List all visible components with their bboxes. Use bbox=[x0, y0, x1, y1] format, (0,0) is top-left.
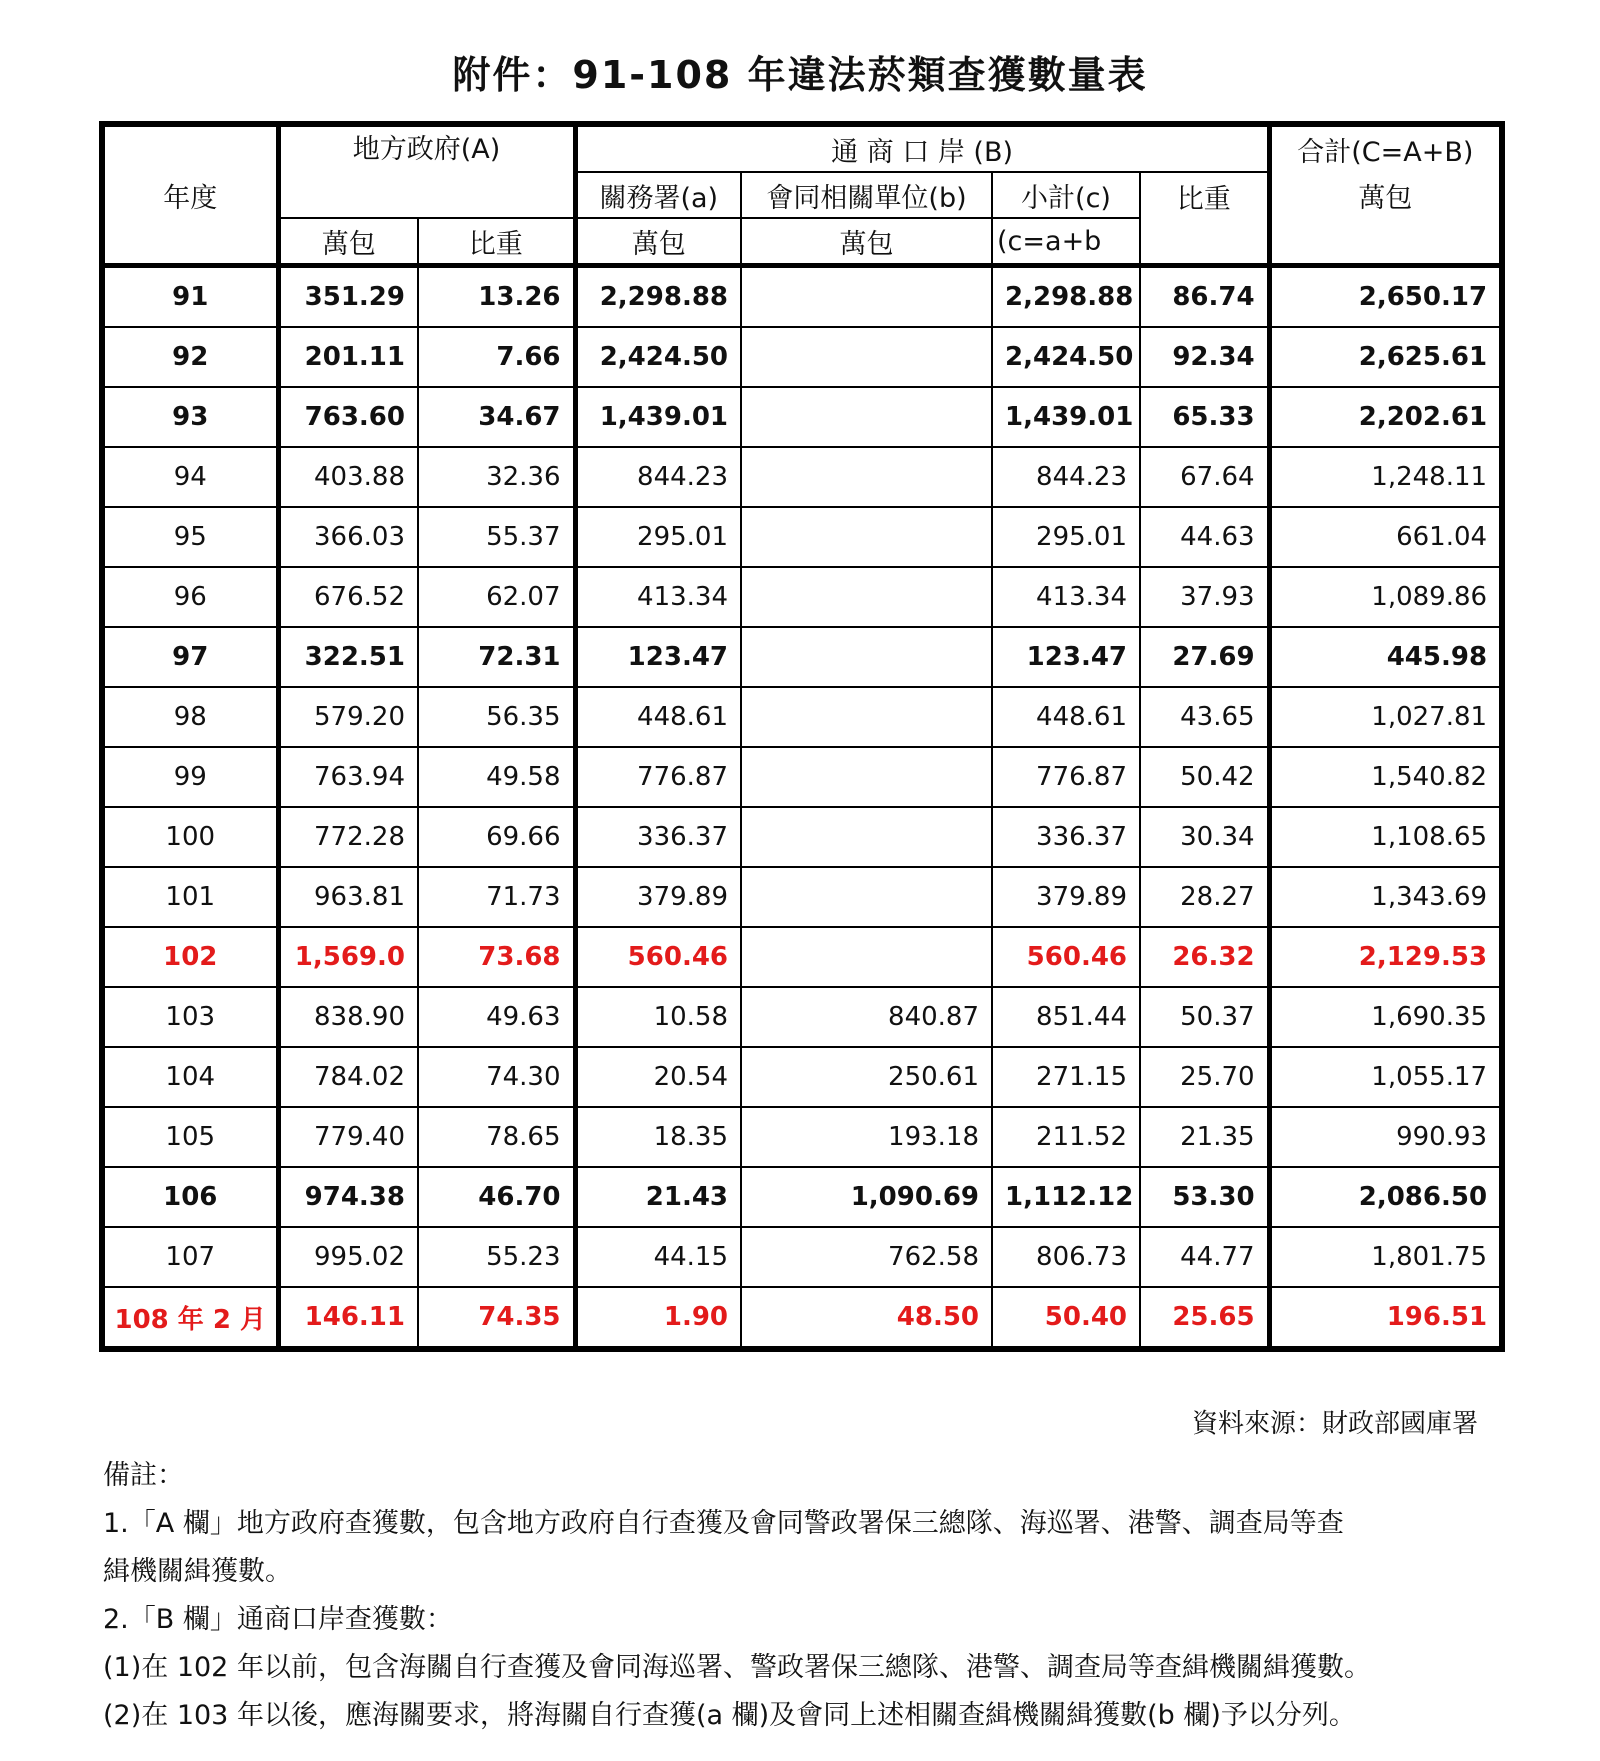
cell-customs-packs: 560.46 bbox=[575, 927, 741, 987]
cell-customs-packs: 10.58 bbox=[575, 987, 741, 1047]
cell-total: 1,248.11 bbox=[1269, 447, 1500, 507]
cell-local-packs: 676.52 bbox=[278, 567, 418, 627]
header-local-government: 地方政府(A) bbox=[278, 126, 575, 172]
cell-joint-packs bbox=[741, 867, 992, 927]
header-customs: 關務署(a) bbox=[575, 172, 741, 218]
cell-port-ratio: 25.70 bbox=[1140, 1047, 1269, 1107]
seizure-table bbox=[103, 125, 1501, 1348]
table-row bbox=[104, 1167, 1500, 1227]
cell-subtotal: 844.23 bbox=[992, 447, 1140, 507]
cell-total: 1,089.86 bbox=[1269, 567, 1500, 627]
cell-local-packs: 779.40 bbox=[278, 1107, 418, 1167]
cell-customs-packs: 336.37 bbox=[575, 807, 741, 867]
cell-port-ratio: 43.65 bbox=[1140, 687, 1269, 747]
cell-customs-packs: 1.90 bbox=[575, 1287, 741, 1347]
cell-port-ratio: 65.33 bbox=[1140, 387, 1269, 447]
cell-local-ratio: 73.68 bbox=[418, 927, 575, 987]
cell-local-ratio: 49.58 bbox=[418, 747, 575, 807]
cell-year: 105 bbox=[104, 1107, 278, 1167]
cell-local-packs: 763.94 bbox=[278, 747, 418, 807]
header-customs-unit: 萬包 bbox=[575, 218, 741, 266]
note-line: (1)在 102 年以前，包含海關自行查獲及會同海巡署、警政署保三總隊、港警、調查局等查緝機關緝獲數。 bbox=[103, 1652, 1371, 1683]
page-title: 附件：91-108 年違法菸類查獲數量表 bbox=[452, 53, 1148, 97]
cell-joint-packs bbox=[741, 266, 992, 328]
header-year: 年度 bbox=[104, 126, 278, 266]
cell-local-ratio: 55.37 bbox=[418, 507, 575, 567]
cell-port-ratio: 37.93 bbox=[1140, 567, 1269, 627]
table-row bbox=[104, 867, 1500, 927]
cell-local-packs: 763.60 bbox=[278, 387, 418, 447]
cell-subtotal: 50.40 bbox=[992, 1287, 1140, 1347]
cell-joint-packs bbox=[741, 567, 992, 627]
cell-subtotal: 211.52 bbox=[992, 1107, 1140, 1167]
cell-local-ratio: 74.30 bbox=[418, 1047, 575, 1107]
cell-total: 1,108.65 bbox=[1269, 807, 1500, 867]
header-joint: 會同相關單位(b) bbox=[741, 172, 992, 218]
cell-year: 108 年 2 月 bbox=[104, 1287, 278, 1347]
cell-year: 93 bbox=[104, 387, 278, 447]
cell-customs-packs: 2,424.50 bbox=[575, 327, 741, 387]
header-subtotal-formula: (c=a+b bbox=[992, 218, 1140, 266]
table-row bbox=[104, 807, 1500, 867]
cell-year: 103 bbox=[104, 987, 278, 1047]
cell-customs-packs: 413.34 bbox=[575, 567, 741, 627]
cell-total: 1,540.82 bbox=[1269, 747, 1500, 807]
cell-total: 990.93 bbox=[1269, 1107, 1500, 1167]
cell-year: 106 bbox=[104, 1167, 278, 1227]
cell-local-ratio: 71.73 bbox=[418, 867, 575, 927]
cell-joint-packs bbox=[741, 507, 992, 567]
header-total: 合計(C=A+B) bbox=[1269, 126, 1500, 172]
cell-joint-packs bbox=[741, 807, 992, 867]
cell-joint-packs: 1,090.69 bbox=[741, 1167, 992, 1227]
cell-local-packs: 995.02 bbox=[278, 1227, 418, 1287]
cell-local-ratio: 69.66 bbox=[418, 807, 575, 867]
cell-port-ratio: 30.34 bbox=[1140, 807, 1269, 867]
cell-total: 2,086.50 bbox=[1269, 1167, 1500, 1227]
cell-customs-packs: 776.87 bbox=[575, 747, 741, 807]
cell-customs-packs: 1,439.01 bbox=[575, 387, 741, 447]
cell-customs-packs: 20.54 bbox=[575, 1047, 741, 1107]
header-local-spacer bbox=[278, 172, 575, 218]
cell-joint-packs: 840.87 bbox=[741, 987, 992, 1047]
cell-local-packs: 838.90 bbox=[278, 987, 418, 1047]
cell-port-ratio: 27.69 bbox=[1140, 627, 1269, 687]
cell-port-ratio: 44.63 bbox=[1140, 507, 1269, 567]
cell-subtotal: 851.44 bbox=[992, 987, 1140, 1047]
table-row bbox=[104, 266, 1500, 328]
cell-customs-packs: 44.15 bbox=[575, 1227, 741, 1287]
cell-local-packs: 772.28 bbox=[278, 807, 418, 867]
cell-port-ratio: 50.37 bbox=[1140, 987, 1269, 1047]
table-row bbox=[104, 1047, 1500, 1107]
table-row bbox=[104, 387, 1500, 447]
cell-port-ratio: 44.77 bbox=[1140, 1227, 1269, 1287]
cell-year: 107 bbox=[104, 1227, 278, 1287]
cell-local-ratio: 49.63 bbox=[418, 987, 575, 1047]
cell-joint-packs: 193.18 bbox=[741, 1107, 992, 1167]
cell-port-ratio: 50.42 bbox=[1140, 747, 1269, 807]
cell-total: 2,202.61 bbox=[1269, 387, 1500, 447]
cell-joint-packs: 250.61 bbox=[741, 1047, 992, 1107]
note-line: (2)在 103 年以後，應海關要求，將海關自行查獲(a 欄)及會同上述相關查緝機關緝獲數(b 欄)予以分列。 bbox=[103, 1700, 1356, 1731]
cell-subtotal: 2,424.50 bbox=[992, 327, 1140, 387]
cell-local-packs: 201.11 bbox=[278, 327, 418, 387]
cell-subtotal: 123.47 bbox=[992, 627, 1140, 687]
cell-year: 96 bbox=[104, 567, 278, 627]
cell-joint-packs: 762.58 bbox=[741, 1227, 992, 1287]
cell-local-packs: 784.02 bbox=[278, 1047, 418, 1107]
cell-year: 99 bbox=[104, 747, 278, 807]
cell-subtotal: 806.73 bbox=[992, 1227, 1140, 1287]
header-port: 通 商 口 岸 (B) bbox=[575, 126, 1269, 172]
cell-subtotal: 448.61 bbox=[992, 687, 1140, 747]
cell-subtotal: 2,298.88 bbox=[992, 266, 1140, 328]
cell-local-packs: 146.11 bbox=[278, 1287, 418, 1347]
cell-joint-packs bbox=[741, 327, 992, 387]
cell-total: 1,690.35 bbox=[1269, 987, 1500, 1047]
cell-customs-packs: 21.43 bbox=[575, 1167, 741, 1227]
header-joint-unit: 萬包 bbox=[741, 218, 992, 266]
cell-port-ratio: 26.32 bbox=[1140, 927, 1269, 987]
cell-subtotal: 295.01 bbox=[992, 507, 1140, 567]
table-row bbox=[104, 447, 1500, 507]
cell-local-packs: 974.38 bbox=[278, 1167, 418, 1227]
cell-port-ratio: 86.74 bbox=[1140, 266, 1269, 328]
table-row bbox=[104, 687, 1500, 747]
cell-local-ratio: 13.26 bbox=[418, 266, 575, 328]
cell-local-packs: 322.51 bbox=[278, 627, 418, 687]
cell-local-packs: 351.29 bbox=[278, 266, 418, 328]
table-row bbox=[104, 567, 1500, 627]
cell-total: 1,801.75 bbox=[1269, 1227, 1500, 1287]
cell-customs-packs: 844.23 bbox=[575, 447, 741, 507]
cell-year: 104 bbox=[104, 1047, 278, 1107]
cell-customs-packs: 295.01 bbox=[575, 507, 741, 567]
cell-year: 97 bbox=[104, 627, 278, 687]
table-row bbox=[104, 927, 1500, 987]
cell-local-ratio: 46.70 bbox=[418, 1167, 575, 1227]
cell-local-ratio: 56.35 bbox=[418, 687, 575, 747]
table-row bbox=[104, 1287, 1500, 1347]
cell-total: 445.98 bbox=[1269, 627, 1500, 687]
cell-joint-packs bbox=[741, 627, 992, 687]
cell-subtotal: 1,439.01 bbox=[992, 387, 1140, 447]
header-local-ratio: 比重 bbox=[418, 218, 575, 266]
table-row bbox=[104, 1227, 1500, 1287]
note-line: 2.「B 欄」通商口岸查獲數： bbox=[103, 1604, 453, 1635]
cell-local-ratio: 78.65 bbox=[418, 1107, 575, 1167]
cell-year: 100 bbox=[104, 807, 278, 867]
cell-local-packs: 579.20 bbox=[278, 687, 418, 747]
cell-customs-packs: 18.35 bbox=[575, 1107, 741, 1167]
cell-local-ratio: 34.67 bbox=[418, 387, 575, 447]
cell-customs-packs: 448.61 bbox=[575, 687, 741, 747]
data-source: 資料來源：財政部國庫署 bbox=[1191, 1409, 1478, 1439]
cell-subtotal: 413.34 bbox=[992, 567, 1140, 627]
cell-local-ratio: 7.66 bbox=[418, 327, 575, 387]
notes bbox=[103, 1452, 1503, 1740]
cell-subtotal: 336.37 bbox=[992, 807, 1140, 867]
table-row bbox=[104, 627, 1500, 687]
cell-local-packs: 1,569.0 bbox=[278, 927, 418, 987]
cell-local-ratio: 62.07 bbox=[418, 567, 575, 627]
table-row bbox=[104, 327, 1500, 387]
cell-year: 102 bbox=[104, 927, 278, 987]
cell-total: 2,625.61 bbox=[1269, 327, 1500, 387]
cell-local-packs: 366.03 bbox=[278, 507, 418, 567]
cell-local-ratio: 55.23 bbox=[418, 1227, 575, 1287]
cell-year: 98 bbox=[104, 687, 278, 747]
notes-heading: 備註： bbox=[103, 1460, 184, 1491]
table-row bbox=[104, 507, 1500, 567]
cell-subtotal: 271.15 bbox=[992, 1047, 1140, 1107]
cell-subtotal: 379.89 bbox=[992, 867, 1140, 927]
cell-joint-packs bbox=[741, 927, 992, 987]
header-local-unit: 萬包 bbox=[278, 218, 418, 266]
cell-port-ratio: 92.34 bbox=[1140, 327, 1269, 387]
cell-total: 2,129.53 bbox=[1269, 927, 1500, 987]
cell-total: 2,650.17 bbox=[1269, 266, 1500, 328]
cell-year: 91 bbox=[104, 266, 278, 328]
cell-total: 196.51 bbox=[1269, 1287, 1500, 1347]
cell-total: 1,055.17 bbox=[1269, 1047, 1500, 1107]
cell-total: 661.04 bbox=[1269, 507, 1500, 567]
header-total-unit: 萬包 bbox=[1269, 172, 1500, 266]
cell-year: 95 bbox=[104, 507, 278, 567]
cell-local-packs: 963.81 bbox=[278, 867, 418, 927]
cell-local-ratio: 32.36 bbox=[418, 447, 575, 507]
cell-subtotal: 776.87 bbox=[992, 747, 1140, 807]
cell-local-ratio: 72.31 bbox=[418, 627, 575, 687]
cell-port-ratio: 21.35 bbox=[1140, 1107, 1269, 1167]
note-line: 緝機關緝獲數。 bbox=[103, 1556, 292, 1587]
cell-year: 94 bbox=[104, 447, 278, 507]
cell-port-ratio: 28.27 bbox=[1140, 867, 1269, 927]
table-row bbox=[104, 987, 1500, 1047]
cell-port-ratio: 25.65 bbox=[1140, 1287, 1269, 1347]
cell-total: 1,027.81 bbox=[1269, 687, 1500, 747]
cell-subtotal: 1,112.12 bbox=[992, 1167, 1140, 1227]
cell-year: 101 bbox=[104, 867, 278, 927]
cell-port-ratio: 67.64 bbox=[1140, 447, 1269, 507]
cell-customs-packs: 123.47 bbox=[575, 627, 741, 687]
cell-joint-packs bbox=[741, 747, 992, 807]
note-line: 1.「A 欄」地方政府查獲數，包含地方政府自行查獲及會同警政署保三總隊、海巡署、港警、調查局等查 bbox=[103, 1508, 1344, 1539]
cell-joint-packs bbox=[741, 687, 992, 747]
header-port-ratio: 比重 bbox=[1140, 172, 1269, 266]
header-subtotal: 小計(c) bbox=[992, 172, 1140, 218]
cell-port-ratio: 53.30 bbox=[1140, 1167, 1269, 1227]
cell-local-packs: 403.88 bbox=[278, 447, 418, 507]
cell-customs-packs: 379.89 bbox=[575, 867, 741, 927]
cell-joint-packs: 48.50 bbox=[741, 1287, 992, 1347]
cell-joint-packs bbox=[741, 447, 992, 507]
cell-customs-packs: 2,298.88 bbox=[575, 266, 741, 328]
table-row bbox=[104, 747, 1500, 807]
cell-subtotal: 560.46 bbox=[992, 927, 1140, 987]
cell-total: 1,343.69 bbox=[1269, 867, 1500, 927]
cell-year: 92 bbox=[104, 327, 278, 387]
cell-joint-packs bbox=[741, 387, 992, 447]
cell-local-ratio: 74.35 bbox=[418, 1287, 575, 1347]
table-row bbox=[104, 1107, 1500, 1167]
